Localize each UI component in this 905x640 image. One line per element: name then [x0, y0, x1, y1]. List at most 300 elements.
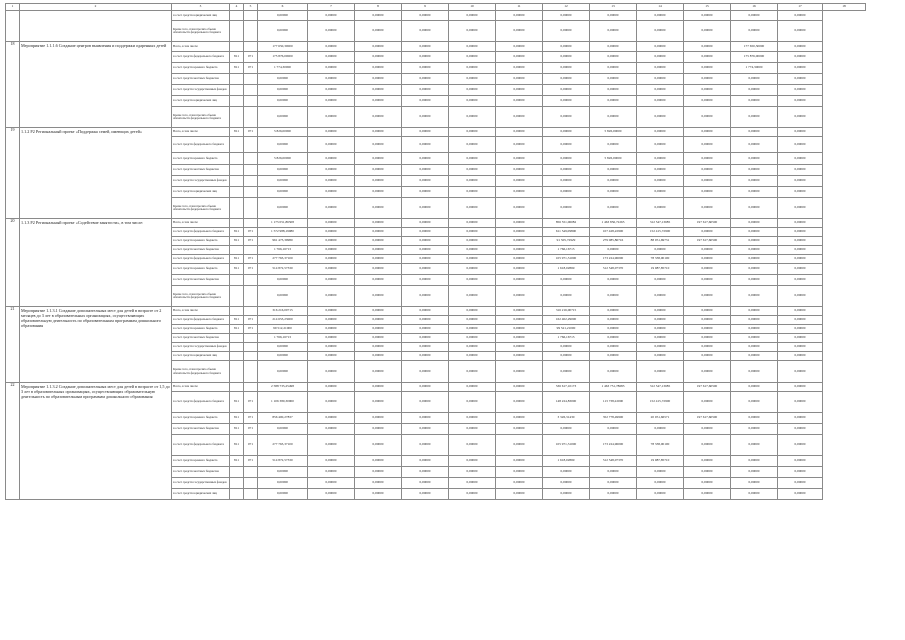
amount-cell: 0,00000 — [778, 96, 823, 107]
amount-cell: 0,00000 — [684, 255, 731, 264]
section-code — [244, 219, 258, 228]
amount-cell: 0,00000 — [402, 352, 449, 361]
amount-cell: 0,00000 — [778, 413, 823, 424]
amount-cell: 0,00000 — [731, 107, 778, 128]
amount-cell: 0,00000 — [684, 489, 731, 500]
amount-cell: 2 588 735,25498 — [258, 383, 308, 392]
amount-cell: 0,00000 — [308, 334, 355, 343]
amount-cell: 0,00000 — [449, 264, 496, 275]
amount-cell: 0,00000 — [258, 85, 308, 96]
amount-cell: 0,00000 — [637, 343, 684, 352]
header-cell: 8 — [355, 4, 402, 11]
amount-cell: 0,00000 — [684, 96, 731, 107]
amount-cell: 0,00000 — [355, 435, 402, 456]
amount-cell: 0,00000 — [496, 383, 543, 392]
amount-cell: 19 987,85710 — [637, 264, 684, 275]
amount-cell: 0,00000 — [308, 63, 355, 74]
amount-cell: 0,00000 — [258, 107, 308, 128]
funding-source: Кроме того, план прочих объема обязательств федерального бюджета — [172, 107, 230, 128]
amount-cell: 0,00000 — [778, 424, 823, 435]
amount-cell: 0,00000 — [778, 383, 823, 392]
amount-cell: 0,00000 — [637, 11, 684, 21]
funding-source: за счет средств местных бюджетов — [172, 424, 230, 435]
amount-cell: 0,00000 — [731, 165, 778, 176]
amount-cell: 0,00000 — [449, 153, 496, 165]
amount-cell: 0,00000 — [637, 198, 684, 219]
grbs-code — [230, 153, 244, 165]
amount-cell: 0,00000 — [449, 424, 496, 435]
budget-document-page — [5, 3, 899, 500]
row-number: 22 — [6, 383, 20, 500]
amount-cell: 0,00000 — [684, 361, 731, 383]
amount-cell: 5 826,00000 — [258, 128, 308, 137]
amount-cell: 0,00000 — [402, 21, 449, 42]
amount-cell: 0,00000 — [496, 165, 543, 176]
amount-cell: 0,00000 — [496, 137, 543, 153]
amount-cell: 0,00000 — [449, 137, 496, 153]
amount-cell: 0,00000 — [778, 246, 823, 255]
amount-cell: 105 971,31000 — [543, 435, 590, 456]
amount-cell: 0,00000 — [731, 153, 778, 165]
amount-cell: 0,00000 — [684, 392, 731, 413]
header-cell: 5 — [244, 4, 258, 11]
amount-cell: 214 653,23000 — [258, 316, 308, 325]
amount-cell: 0,00000 — [731, 74, 778, 85]
amount-cell: 0,00000 — [308, 21, 355, 42]
amount-cell: 0,00000 — [543, 176, 590, 187]
amount-cell: 0,00000 — [355, 128, 402, 137]
amount-cell: 0,00000 — [684, 424, 731, 435]
amount-cell: 0,00000 — [449, 165, 496, 176]
amount-cell: 0,00000 — [684, 467, 731, 478]
funding-source: за счет средств юридических лиц — [172, 187, 230, 198]
amount-cell: 0,00000 — [637, 424, 684, 435]
amount-cell: 0,00000 — [590, 286, 637, 307]
amount-cell: 1 774,30000 — [731, 63, 778, 74]
amount-cell: 0,00000 — [637, 325, 684, 334]
grbs-code — [230, 352, 244, 361]
row-number: 20 — [6, 219, 20, 307]
amount-cell: 0,00000 — [308, 424, 355, 435]
amount-cell: 0,00000 — [543, 96, 590, 107]
amount-cell: 0,00000 — [308, 107, 355, 128]
amount-cell: 0,00000 — [496, 361, 543, 383]
amount-cell: 0,00000 — [258, 352, 308, 361]
section-code — [244, 107, 258, 128]
section-code — [244, 165, 258, 176]
amount-cell: 0,00000 — [355, 21, 402, 42]
amount-cell: 0,00000 — [590, 187, 637, 198]
amount-cell: 0,00000 — [402, 128, 449, 137]
amount-cell: 0,00000 — [402, 478, 449, 489]
amount-cell: 0,00000 — [402, 456, 449, 467]
section-code: 071 — [244, 228, 258, 237]
header-cell: 12 — [543, 4, 590, 11]
amount-cell: 514 872,57330 — [258, 456, 308, 467]
amount-cell: 0,00000 — [637, 489, 684, 500]
amount-cell: 0,00000 — [258, 21, 308, 42]
amount-cell: 0,00000 — [355, 316, 402, 325]
funding-source: за счет средств юридических лиц — [172, 352, 230, 361]
amount-cell: 0,00000 — [731, 467, 778, 478]
amount-cell: 0,00000 — [308, 352, 355, 361]
amount-cell: 0,00000 — [449, 228, 496, 237]
amount-cell: 0,00000 — [308, 137, 355, 153]
amount-cell: 0,00000 — [449, 63, 496, 74]
amount-cell: 0,00000 — [449, 286, 496, 307]
section-code — [244, 334, 258, 343]
table-row — [6, 42, 866, 52]
amount-cell: 0,00000 — [731, 255, 778, 264]
amount-cell: 0,00000 — [449, 489, 496, 500]
amount-cell: 0,00000 — [355, 343, 402, 352]
amount-cell: 0,00000 — [590, 11, 637, 21]
funding-source: за счет средств местных бюджетов — [172, 246, 230, 255]
amount-cell: 0,00000 — [543, 489, 590, 500]
amount-cell: 0,00000 — [637, 74, 684, 85]
amount-cell: 0,00000 — [543, 153, 590, 165]
amount-cell: 316 216,00715 — [258, 307, 308, 316]
amount-cell: 0,00000 — [590, 176, 637, 187]
amount-cell: 0,00000 — [258, 467, 308, 478]
amount-cell: 0,00000 — [684, 176, 731, 187]
section-code — [244, 275, 258, 286]
amount-cell: 0,00000 — [684, 42, 731, 52]
amount-cell: 0,00000 — [731, 334, 778, 343]
amount-cell: 0,00000 — [308, 198, 355, 219]
row-number: 18 — [6, 42, 20, 128]
amount-cell: 0,00000 — [496, 352, 543, 361]
amount-cell: 0,00000 — [496, 63, 543, 74]
amount-cell: 0,00000 — [731, 392, 778, 413]
section-code — [244, 74, 258, 85]
section-code — [244, 11, 258, 21]
amount-cell: 1 572 988,19980 — [258, 228, 308, 237]
section-code: 071 — [244, 255, 258, 264]
amount-cell: 277 763,37100 — [258, 435, 308, 456]
amount-cell: 0,00000 — [543, 343, 590, 352]
amount-cell: 0,00000 — [590, 246, 637, 255]
amount-cell: 0,00000 — [355, 96, 402, 107]
amount-cell: 0,00000 — [778, 255, 823, 264]
grbs-code: 811 — [230, 435, 244, 456]
amount-cell: 0,00000 — [637, 107, 684, 128]
amount-cell: 3 326,31430 — [543, 413, 590, 424]
amount-cell: 1 766,16713 — [543, 334, 590, 343]
amount-cell: 0,00000 — [449, 392, 496, 413]
amount-cell: 0,00000 — [355, 275, 402, 286]
row-number — [6, 11, 20, 42]
amount-cell: 1 618,02869 — [543, 264, 590, 275]
header-cell: 3 — [172, 4, 230, 11]
amount-cell: 0,00000 — [778, 187, 823, 198]
amount-cell: 0,00000 — [637, 467, 684, 478]
amount-cell: 0,00000 — [308, 383, 355, 392]
amount-cell: 0,00000 — [684, 316, 731, 325]
funding-source: за счет средств федерального бюджета — [172, 435, 230, 456]
amount-cell: 0,00000 — [402, 286, 449, 307]
amount-cell: 0,00000 — [355, 11, 402, 21]
amount-cell: 162 402,29000 — [543, 316, 590, 325]
grbs-code: 811 — [230, 316, 244, 325]
amount-cell: 0,00000 — [402, 85, 449, 96]
measure-name: Мероприятие 1.1.1.6 Создание центров выявления и поддержки одаренных детей — [20, 42, 172, 128]
header-cell: 4 — [230, 4, 244, 11]
amount-cell: 0,00000 — [496, 307, 543, 316]
section-code — [244, 246, 258, 255]
amount-cell: 5 826,00000 — [590, 128, 637, 137]
amount-cell: 0,00000 — [496, 392, 543, 413]
amount-cell: 0,00000 — [449, 52, 496, 63]
grbs-code — [230, 343, 244, 352]
amount-cell: 0,00000 — [308, 343, 355, 352]
amount-cell: 0,00000 — [496, 219, 543, 228]
amount-cell: 0,00000 — [496, 334, 543, 343]
amount-cell: 0,00000 — [355, 478, 402, 489]
grbs-code — [230, 275, 244, 286]
amount-cell: 0,00000 — [731, 286, 778, 307]
amount-cell: 0,00000 — [449, 361, 496, 383]
amount-cell: 0,00000 — [496, 228, 543, 237]
amount-cell: 0,00000 — [402, 316, 449, 325]
amount-cell: 0,00000 — [449, 307, 496, 316]
amount-cell: 0,00000 — [355, 187, 402, 198]
funding-source: за счет средств федерального бюджета — [172, 392, 230, 413]
amount-cell: 0,00000 — [355, 107, 402, 128]
amount-cell: 0,00000 — [778, 52, 823, 63]
grbs-code: 811 — [230, 456, 244, 467]
amount-cell: 0,00000 — [778, 489, 823, 500]
amount-cell: 0,00000 — [496, 176, 543, 187]
amount-cell: 0,00000 — [308, 286, 355, 307]
amount-cell: 1 106 380,30900 — [258, 392, 308, 413]
grbs-code — [230, 489, 244, 500]
amount-cell: 0,00000 — [355, 352, 402, 361]
section-code — [244, 286, 258, 307]
measure-name: Мероприятие 1.1.3.1 Создание дополнительных мест для детей в возрасте от 2 месяцев до 3 лет в образовательных организациях, осуществляющих образовательную деятельность по образовательным программам дошкольного образования — [20, 307, 172, 383]
amount-cell: 0,00000 — [590, 165, 637, 176]
grbs-code — [230, 286, 244, 307]
amount-cell: 0,00000 — [543, 137, 590, 153]
section-code: 071 — [244, 264, 258, 275]
amount-cell: 0,00000 — [778, 435, 823, 456]
amount-cell: 78 338,00100 — [637, 255, 684, 264]
row-number: 19 — [6, 128, 20, 219]
funding-source: за счет средств краевого бюджета — [172, 153, 230, 165]
amount-cell: 0,00000 — [308, 128, 355, 137]
amount-cell: 514 872,57330 — [258, 264, 308, 275]
amount-cell: 0,00000 — [684, 286, 731, 307]
amount-cell: 197 617,60500 — [684, 219, 731, 228]
amount-cell: 0,00000 — [637, 42, 684, 52]
amount-cell: 0,00000 — [402, 11, 449, 21]
amount-cell: 0,00000 — [496, 153, 543, 165]
funding-source: за счет средств краевого бюджета — [172, 63, 230, 74]
grbs-code: 811 — [230, 264, 244, 275]
amount-cell: 0,00000 — [590, 107, 637, 128]
amount-cell: 0,00000 — [731, 275, 778, 286]
funding-source: Всего, в том числе: — [172, 219, 230, 228]
amount-cell: 0,00000 — [355, 176, 402, 187]
amount-cell: 1 766,16713 — [258, 334, 308, 343]
amount-cell: 0,00000 — [402, 424, 449, 435]
amount-cell: 0,00000 — [590, 489, 637, 500]
amount-cell: 0,00000 — [355, 264, 402, 275]
amount-cell: 0,00000 — [731, 137, 778, 153]
amount-cell: 0,00000 — [449, 21, 496, 42]
amount-cell: 0,00000 — [637, 352, 684, 361]
amount-cell: 0,00000 — [543, 198, 590, 219]
section-code: 071 — [244, 413, 258, 424]
amount-cell: 0,00000 — [402, 42, 449, 52]
funding-source: за счет средств юридических лиц — [172, 489, 230, 500]
amount-cell: 1 766,16713 — [258, 246, 308, 255]
amount-cell: 0,00000 — [778, 228, 823, 237]
amount-cell: 0,00000 — [731, 96, 778, 107]
header-cell: 10 — [449, 4, 496, 11]
amount-cell: 0,00000 — [543, 165, 590, 176]
amount-cell: 0,00000 — [637, 137, 684, 153]
measure-name: 1.1.2 Р2 Региональный проект «Поддержка семей, имеющих детей» — [20, 128, 172, 219]
amount-cell: 0,00000 — [449, 128, 496, 137]
amount-cell: 0,00000 — [731, 456, 778, 467]
funding-source: за счет средств государственных фондов — [172, 85, 230, 96]
amount-cell: 0,00000 — [496, 128, 543, 137]
amount-cell: 5 826,00000 — [258, 153, 308, 165]
amount-cell: 0,00000 — [637, 246, 684, 255]
amount-cell: 536 617,10173 — [543, 383, 590, 392]
amount-cell: 0,00000 — [684, 246, 731, 255]
amount-cell: 0,00000 — [308, 456, 355, 467]
amount-cell: 0,00000 — [258, 361, 308, 383]
funding-source: за счет средств местных бюджетов — [172, 467, 230, 478]
amount-cell: 0,00000 — [496, 343, 543, 352]
table-header-row — [6, 4, 866, 11]
amount-cell: 0,00000 — [543, 275, 590, 286]
amount-cell: 0,00000 — [590, 343, 637, 352]
amount-cell: 0,00000 — [355, 255, 402, 264]
funding-source: Кроме того, план прочих объема обязательств федерального бюджета — [172, 361, 230, 383]
amount-cell: 0,00000 — [778, 128, 823, 137]
grbs-code — [230, 21, 244, 42]
section-code — [244, 153, 258, 165]
amount-cell: 0,00000 — [590, 334, 637, 343]
amount-cell: 0,00000 — [402, 74, 449, 85]
amount-cell: 0,00000 — [308, 307, 355, 316]
header-cell: 15 — [684, 4, 731, 11]
amount-cell: 0,00000 — [258, 176, 308, 187]
amount-cell: 0,00000 — [355, 424, 402, 435]
amount-cell: 0,00000 — [308, 275, 355, 286]
amount-cell: 0,00000 — [402, 325, 449, 334]
amount-cell: 0,00000 — [778, 219, 823, 228]
funding-source: за счет средств местных бюджетов — [172, 74, 230, 85]
section-code: 071 — [244, 435, 258, 456]
amount-cell: 0,00000 — [778, 21, 823, 42]
amount-cell: 0,00000 — [684, 456, 731, 467]
grbs-code: 811 — [230, 128, 244, 137]
section-code — [244, 198, 258, 219]
amount-cell: 0,00000 — [778, 478, 823, 489]
amount-cell: 0,00000 — [449, 352, 496, 361]
amount-cell: 0,00000 — [496, 85, 543, 96]
amount-cell: 0,00000 — [402, 228, 449, 237]
grbs-code — [230, 467, 244, 478]
amount-cell: 0,00000 — [308, 413, 355, 424]
amount-cell: 0,00000 — [355, 286, 402, 307]
amount-cell: 99 512,21000 — [258, 325, 308, 334]
amount-cell: 1 175 051,86508 — [258, 219, 308, 228]
amount-cell: 0,00000 — [543, 361, 590, 383]
amount-cell: 88 051,69731 — [637, 237, 684, 246]
amount-cell: 0,00000 — [731, 435, 778, 456]
amount-cell: 0,00000 — [496, 96, 543, 107]
amount-cell: 0,00000 — [496, 467, 543, 478]
amount-cell: 0,00000 — [258, 489, 308, 500]
amount-cell: 277 763,37100 — [258, 255, 308, 264]
amount-cell: 0,00000 — [637, 153, 684, 165]
amount-cell: 0,00000 — [449, 383, 496, 392]
amount-cell: 0,00000 — [778, 343, 823, 352]
section-code — [244, 85, 258, 96]
funding-source: за счет средств местных бюджетов — [172, 275, 230, 286]
amount-cell: 0,00000 — [496, 187, 543, 198]
amount-cell: 0,00000 — [402, 392, 449, 413]
amount-cell: 0,00000 — [731, 413, 778, 424]
amount-cell: 0,00000 — [684, 307, 731, 316]
amount-cell: 0,00000 — [543, 63, 590, 74]
amount-cell: 0,00000 — [590, 478, 637, 489]
grbs-code — [230, 187, 244, 198]
grbs-code — [230, 42, 244, 52]
amount-cell: 0,00000 — [308, 187, 355, 198]
amount-cell: 0,00000 — [449, 343, 496, 352]
amount-cell: 0,00000 — [731, 307, 778, 316]
grbs-code — [230, 96, 244, 107]
amount-cell: 0,00000 — [637, 63, 684, 74]
amount-cell: 0,00000 — [637, 176, 684, 187]
amount-cell: 0,00000 — [590, 467, 637, 478]
header-cell: 7 — [308, 4, 355, 11]
amount-cell: 0,00000 — [637, 275, 684, 286]
amount-cell: 0,00000 — [449, 316, 496, 325]
measure-name: 1.1.3 Р2 Региональный проект «Содействие занятости», в том числе: — [20, 219, 172, 307]
grbs-code — [230, 246, 244, 255]
amount-cell: 175 876,00000 — [731, 52, 778, 63]
amount-cell: 856 400,27837 — [258, 413, 308, 424]
amount-cell: 0,00000 — [402, 63, 449, 74]
amount-cell: 0,00000 — [637, 52, 684, 63]
amount-cell: 0,00000 — [496, 286, 543, 307]
amount-cell: 0,00000 — [684, 435, 731, 456]
amount-cell: 0,00000 — [590, 96, 637, 107]
amount-cell: 0,00000 — [731, 424, 778, 435]
amount-cell: 0,00000 — [308, 85, 355, 96]
amount-cell: 0,00000 — [543, 187, 590, 198]
funding-source: за счет средств юридических лиц — [172, 11, 230, 21]
amount-cell: 0,00000 — [308, 316, 355, 325]
section-code: 071 — [244, 237, 258, 246]
amount-cell: 0,00000 — [355, 361, 402, 383]
amount-cell: 152 415,72900 — [637, 228, 684, 237]
funding-source: Всего, в том числе: — [172, 128, 230, 137]
amount-cell: 0,00000 — [449, 325, 496, 334]
grbs-code: 811 — [230, 255, 244, 264]
funding-source: за счет средств государственных фондов — [172, 176, 230, 187]
amount-cell: 0,00000 — [731, 228, 778, 237]
amount-cell: 0,00000 — [449, 219, 496, 228]
amount-cell: 78 338,00100 — [637, 435, 684, 456]
